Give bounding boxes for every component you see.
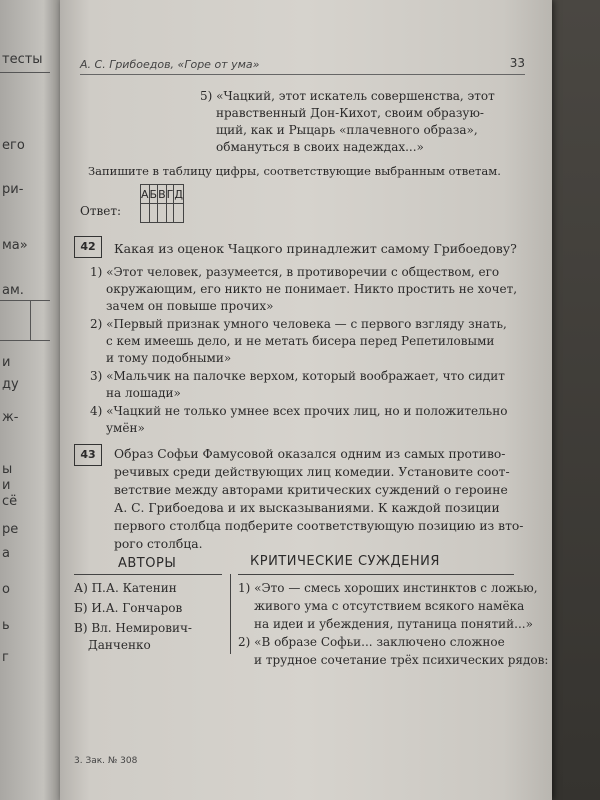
judgment-line: и трудное сочетание трёх психических рядов: [254,653,549,667]
q41-option-line: нравственный Дон-Кихот, своим образую- [216,106,484,120]
answer-column-g: Г [166,185,174,204]
left-table-rule [0,340,50,341]
left-fragment: сё [2,494,18,509]
answer-table-header-row [141,185,184,204]
q42-option-line: умён» [106,421,145,435]
author-item: Данченко [88,638,151,652]
left-fragment: ы [2,462,13,477]
q41-option-line: обмануться в своих надеждах...» [216,140,424,154]
author-item: В) Вл. Немирович- [74,621,192,635]
author-item: Б) И.А. Гончаров [74,601,183,615]
answer-label: Ответ: [80,204,122,218]
left-fragment: ь [2,618,10,633]
q43-text-line: Образ Софьи Фамусовой оказался одним из самых противо- [114,447,506,461]
q42-option-line: 2) «Первый признак умного человека — с первого взгляду знать, [90,317,507,331]
q42-option-line: 3) «Мальчик на палочке верхом, который воображает, что сидит [90,369,505,383]
q42-option-line: окружающим, его никто не понимает. Никто простить не хочет, [106,282,518,296]
left-table-divider [30,300,31,340]
q43-text-line: речивых среди действующих лиц комедии. Установите соот- [114,465,510,479]
answer-cell[interactable] [149,204,158,223]
answer-table-input-row [141,204,184,223]
left-fragment: о [2,582,10,597]
authors-column-header: АВТОРЫ [118,556,177,571]
answer-instruction: Запишите в таблицу цифры, соответствующие выбранным ответам. [88,164,501,178]
page-footer: 3. Зак. № 308 [74,756,138,766]
left-page [0,0,62,800]
q42-option-line: и тому подобными» [106,351,232,365]
q42-option-line: 1) «Этот человек, разумеется, в противоречии с обществом, его [90,265,500,279]
left-fragment: ду [2,377,19,392]
left-fragment: и [2,478,11,493]
answer-cell[interactable] [141,204,150,223]
answer-cell[interactable] [166,204,174,223]
question-42-text: Какая из оценок Чацкого принадлежит самому Грибоедову? [114,241,517,256]
q43-text-line: первого столбца подберите соответствующую позицию из вто- [114,519,524,533]
left-fragment: и [2,355,11,370]
q43-text-line: ветствие между авторами критических суждений о героине [114,483,508,497]
answer-column-b: Б [149,185,158,204]
left-fragment: ж- [2,410,19,425]
left-fragment: ри- [2,182,24,197]
answer-cell[interactable] [174,204,184,223]
question-number-box: 42 [74,236,102,258]
left-table-rule [0,300,50,301]
left-fragment: ма» [2,238,28,253]
q42-option-line: 4) «Чацкий не только умнее всех прочих лиц, но и положительно [90,404,508,418]
q42-option-line: на лошади» [106,386,181,400]
judgments-column-header: КРИТИЧЕСКИЕ СУЖДЕНИЯ [250,554,440,569]
left-page-header: тесты [2,52,43,67]
q41-option-line: щий, как и Рыцарь «плачевного образа», [216,123,478,137]
left-fragment: ре [2,522,19,537]
judgment-line: живого ума с отсутствием всякого намёка [254,599,525,613]
judgment-line: на идеи и убеждения, путаница понятий...» [254,617,533,631]
judgments-header-rule [238,574,514,575]
page-number: 33 [509,56,525,70]
q43-text-line: А. С. Грибоедова и их высказываниями. К каждой позиции [114,501,500,515]
left-fragment: ам. [2,283,24,298]
running-header-title: А. С. Грибоедов, «Горе от ума» [80,58,260,71]
q43-text-line: рого столбца. [114,537,203,551]
q42-option-line: с кем имеешь дело, и не метать бисера перед Репетиловыми [106,334,495,348]
q42-option-line: зачем он повыше прочих» [106,299,274,313]
left-fragment: а [2,546,10,561]
right-page [60,0,552,800]
q41-option-line: 5) «Чацкий, этот искатель совершенства, этот [200,89,495,103]
answer-column-v: В [158,185,167,204]
answer-cell[interactable] [158,204,167,223]
judgment-line: 1) «Это — смесь хороших инстинктов с ложью, [238,581,538,595]
answer-column-d: Д [174,185,184,204]
answer-table [140,184,184,223]
answer-column-a: А [141,185,150,204]
authors-header-rule [74,574,222,575]
judgment-line: 2) «В образе Софьи... заключено сложное [238,635,505,649]
left-page-rule [0,72,50,73]
column-separator [230,574,231,654]
left-fragment: его [2,138,25,153]
author-item: А) П.А. Катенин [74,581,177,595]
left-fragment: г [2,650,9,665]
question-number-box: 43 [74,444,102,466]
running-header [80,58,525,75]
